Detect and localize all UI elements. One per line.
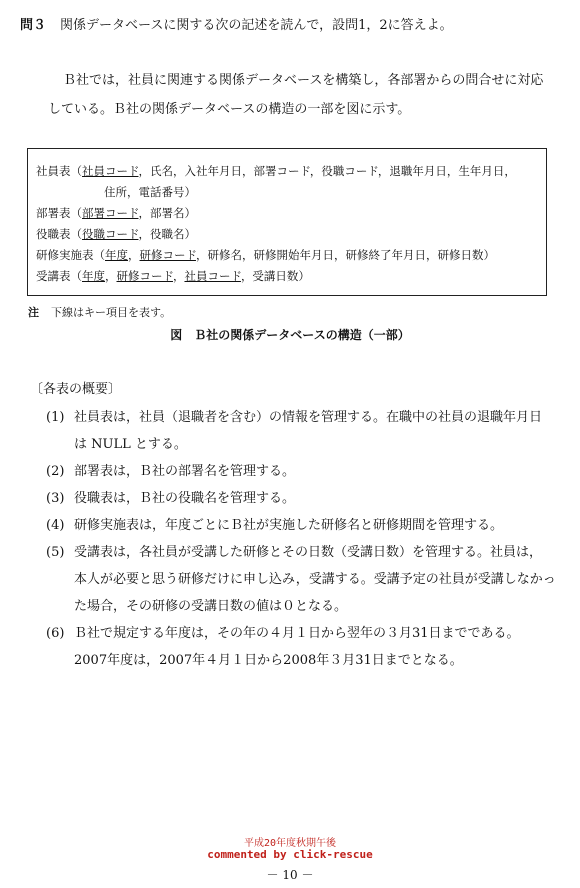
item-line: 本人が必要と思う研修だけに申し込み，受講する。受講予定の社員が受講しなかっ (74, 572, 556, 587)
list-item (46, 404, 566, 458)
schema-position (36, 224, 536, 245)
schema-box (27, 148, 547, 296)
fields: ，部署名） (138, 206, 196, 220)
list-item (46, 458, 566, 485)
note-text: 下線はキー項目を表す。 (51, 306, 172, 319)
intro-line-1: Ｂ社では，社員に関連する関係データベースを構築し，各部署からの問合せに対応 (63, 73, 544, 88)
paren: （ (70, 164, 82, 178)
table-name: 社員表 (36, 164, 71, 178)
footer-exam-label: 平成20年度秋期午後 (243, 838, 337, 849)
question-number: 問３ (20, 18, 47, 33)
list-item (46, 485, 566, 512)
paren: （ (70, 227, 82, 241)
table-name: 役職表 (36, 227, 71, 241)
fields: ，役職名） (138, 227, 196, 241)
fields: ，研修名，研修開始年月日，研修終了年月日，研修日数） (195, 248, 495, 262)
item-number: (5) (46, 545, 65, 560)
question-prompt: 関係データベースに関する次の記述を読んで，設問1，2に答えよ。 (60, 18, 453, 33)
item-number: (1) (46, 410, 65, 425)
figure-caption: 図 Ｂ社の関係データベースの構造（一部） (170, 328, 410, 342)
key-field: 研修コード (116, 269, 173, 283)
item-number: (6) (46, 626, 65, 641)
note-label: 注 (28, 306, 39, 319)
key-field: 年度 (82, 269, 105, 283)
item-number: (2) (46, 464, 65, 479)
intro-line-2: している。Ｂ社の関係データベースの構造の一部を図に示す。 (48, 102, 411, 117)
table-name: 受講表 (36, 269, 71, 283)
item-text: 研修実施表は，年度ごとにＢ社が実施した研修名と研修期間を管理する。 (74, 518, 504, 533)
list-item (46, 512, 566, 539)
key-field: 社員コード (184, 269, 241, 283)
table-name: 研修実施表 (36, 248, 94, 262)
key-field: 年度 (105, 248, 128, 262)
list-item (46, 539, 566, 620)
page-number: － 10 － (266, 868, 314, 882)
key-field: 社員コード (82, 164, 139, 178)
item-line: た場合，その研修の受講日数の値は０となる。 (74, 599, 348, 614)
fields: ，受講日数） (240, 269, 310, 283)
item-text (74, 539, 566, 620)
schema-employee-cont: 住所，電話番号） (104, 185, 196, 199)
paren: （ (93, 248, 105, 262)
item-line: 受講表は，各社員が受講した研修とその日数（受講日数）を管理する。社員は， (74, 545, 543, 560)
question-header (20, 14, 453, 33)
overview-list (46, 404, 566, 674)
item-line: 社員表は，社員（退職者を含む）の情報を管理する。在職中の社員の退職年月日 (74, 410, 543, 425)
key-field: 部署コード (82, 206, 139, 220)
separator: ， (105, 269, 117, 283)
list-item (46, 620, 566, 674)
paren: （ (70, 269, 82, 283)
note (28, 304, 171, 320)
fields: ，氏名，入社年月日，部署コード，役職コード，退職年月日，生年月日， (138, 164, 516, 178)
item-text (74, 620, 566, 674)
table-name: 部署表 (36, 206, 71, 220)
item-line: 2007年度は，2007年４月１日から2008年３月31日までとなる。 (74, 653, 463, 668)
schema-department (36, 203, 536, 224)
separator: ， (172, 269, 185, 283)
item-text: 部署表は，Ｂ社の部署名を管理する。 (74, 464, 296, 479)
key-field: 研修コード (139, 248, 196, 262)
footer-credit: commented by click-rescue (207, 848, 373, 861)
paren: （ (70, 206, 82, 220)
item-number: (3) (46, 491, 65, 506)
schema-training (36, 245, 536, 266)
item-text: 役職表は，Ｂ社の役職名を管理する。 (74, 491, 296, 506)
intro-paragraph (48, 66, 560, 124)
key-field: 役職コード (82, 227, 139, 241)
schema-attendance (36, 266, 536, 287)
item-line: Ｂ社で規定する年度は，その年の４月１日から翌年の３月31日までである。 (74, 626, 520, 641)
overview-title: 〔各表の概要〕 (30, 382, 122, 397)
item-text (74, 404, 566, 458)
item-number: (4) (46, 518, 65, 533)
schema-employee (36, 161, 536, 182)
separator: ， (128, 248, 140, 262)
item-line: は NULL とする。 (74, 437, 187, 452)
